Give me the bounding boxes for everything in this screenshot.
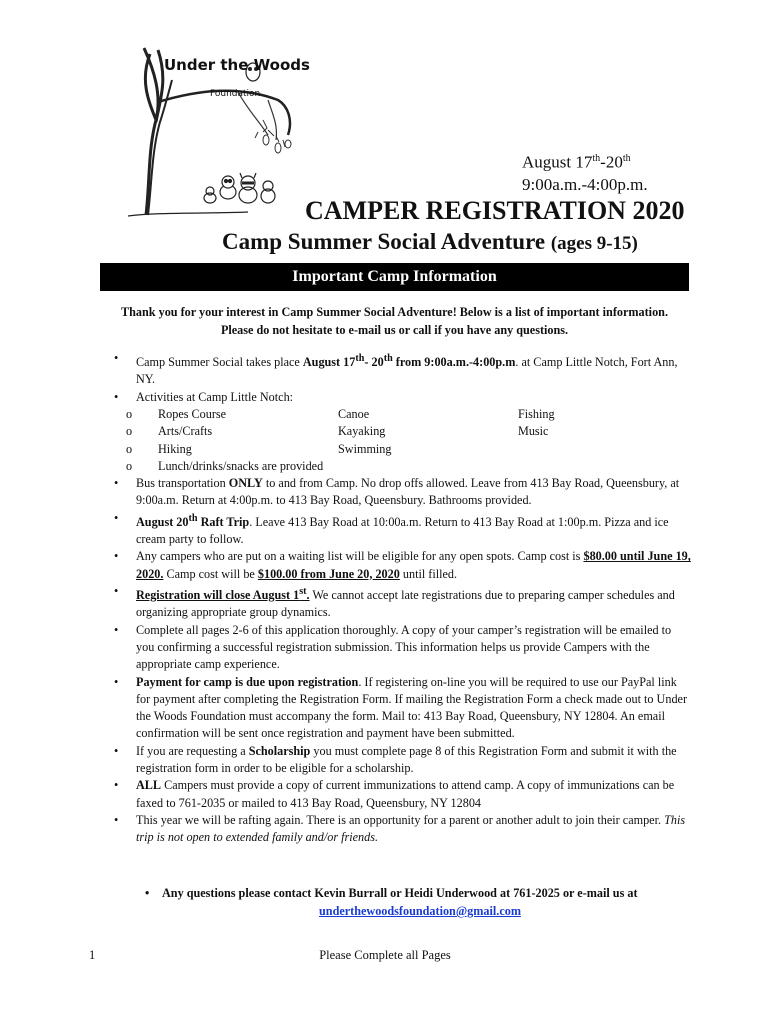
activity-row: o Hiking Swimming [126, 441, 392, 456]
email-link[interactable]: underthewoodsfoundation@gmail.com [319, 904, 521, 918]
age-range: (ages 9-15) [550, 233, 638, 254]
tree-illustration-icon [118, 40, 318, 220]
contact-info: • Any questions please contact Kevin Burrall or Heidi Underwood at 761-2025 or e-mail us at underthewoodsfoundation@gmail.com [140, 884, 700, 920]
date-range: August 17th-20th [522, 152, 631, 172]
logo-subtext: Foundation [210, 89, 261, 99]
list-item: • Activities at Camp Little Notch: [114, 389, 294, 404]
foundation-logo [118, 40, 318, 220]
activity-row: o Lunch/drinks/snacks are provided [126, 458, 324, 473]
page-number: 1 [89, 948, 96, 962]
camp-dates [522, 148, 648, 196]
activities-list [112, 406, 692, 475]
logo-text: Under the Woods [164, 56, 310, 74]
list-item: • If you are requesting a Scholarship you must complete page 8 of this Registration Form and submit it with the registration form in order to be eligible for a scholarship. [114, 743, 677, 776]
list-item: • ALL Campers must provide a copy of current immunizations to attend camp. A copy of immunizations can be faxed to 761-2035 or mailed to 413 Bay Road, Queensbury, NY 12804 [114, 778, 675, 810]
list-item: • Bus transportation ONLY to and from Camp. No drop offs allowed. Leave from 413 Bay Road, Queensbury, at 9:00a.m. Return at 4:00p.m. to 413 Bay Road, Queensbury. Bathrooms provided. [114, 476, 680, 508]
contact-text: Any questions please contact Kevin Burrall or Heidi Underwood at 761-2025 or e-mail us at [162, 886, 638, 900]
info-section-header: Important Camp Information [100, 263, 689, 291]
time-range: 9:00a.m.-4:00p.m. [522, 174, 648, 194]
animals-icon [204, 173, 275, 203]
info-list [112, 350, 692, 847]
list-item: • Registration will close August 1st. We cannot accept late registrations due to preparing camper schedules and organizing appropriate group dynamics. [114, 583, 675, 620]
list-item: • Camp Summer Social takes place August 17th- 20th from 9:00a.m.-4:00p.m. at Camp Little Notch, Fort Ann, NY. [114, 351, 678, 387]
list-item: • Complete all pages 2-6 of this application thoroughly. A copy of your camper’s registration will be emailed to you confirming a successful registration submission. This information helps us provide Campers with the appropriate camp experience. [114, 622, 672, 672]
activity-row: o Ropes Course Canoe Fishing [126, 406, 555, 421]
list-item: • This year we will be rafting again. There is an opportunity for a parent or another adult to join their camper. This trip is not open to extended family and/or friends. [114, 812, 686, 845]
list-item: • Any campers who are put on a waiting list will be eligible for any open spots. Camp cost is $80.00 until June 19, 2020. Camp cost will be $100.00 from June 20, 2020 until filled. [114, 549, 691, 581]
list-item: • Payment for camp is due upon registration. If registering on-line you will be required to use our PayPal link for payment after completing the Registration Form. If mailing the Registration Form a check made out to Under the Woods Foundation must accompany the form. Mail to: 413 Bay Road, Queensbury, NY 12804. An email confirmation will be sent once registration and payment have been submitted. [114, 674, 688, 741]
activity-row: o Arts/Crafts Kayaking Music [126, 424, 549, 439]
intro-text: Thank you for your interest in Camp Summer Social Adventure! Below is a list of important information. Please do not hesitate to e-mail us or call if you have any questions. [121, 305, 668, 337]
page-subtitle: Camp Summer Social Adventure (ages 9-15) [222, 229, 638, 254]
footer-text: Please Complete all Pages [319, 948, 451, 962]
list-item: • August 20th Raft Trip. Leave 413 Bay Road at 10:00a.m. Return to 413 Bay Road at 1:00p.m. Pizza and ice cream party to follow. [114, 510, 669, 547]
